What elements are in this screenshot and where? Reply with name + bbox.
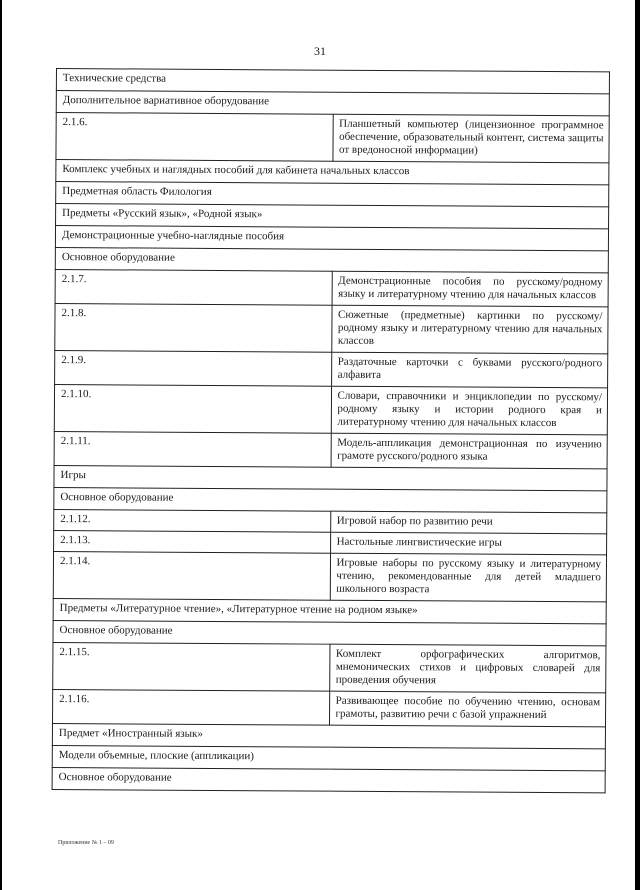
item-description: Планшетный компьютер (лицензионное программное обеспечение, образовательный контент, система защиты от вредоносной информации): [332, 114, 609, 163]
item-row: [55, 269, 608, 306]
equipment-table-container: [52, 68, 610, 793]
item-description: Словари, справочники и энциклопедии по русскому/родному языку и истории родного края и литературному чтению для начальных классов: [331, 386, 608, 435]
item-row: [52, 689, 605, 726]
item-row: [54, 431, 607, 468]
item-number: 2.1.6.: [56, 113, 333, 162]
item-number: 2.1.15.: [53, 642, 330, 691]
item-description: Игровой набор по развитию речи: [330, 511, 607, 534]
item-number: 2.1.9.: [55, 350, 332, 386]
item-row: [53, 642, 606, 692]
section-heading: Технические средства: [56, 69, 609, 94]
item-number: 2.1.11.: [54, 431, 331, 467]
item-description: Настольные лингвистические игры: [330, 532, 607, 555]
item-number: 2.1.16.: [52, 689, 329, 725]
scan-border-left: [0, 0, 2, 890]
item-number: 2.1.12.: [54, 509, 331, 532]
item-row: [56, 113, 609, 163]
item-number: 2.1.14.: [53, 551, 330, 600]
item-description: Сюжетные (предметные) картинки по русскому/родному языку и литературному чтению для начальных классов: [331, 305, 608, 354]
item-number: 2.1.10.: [54, 384, 331, 433]
section-heading: Предмет «Иностранный язык»: [52, 723, 605, 748]
section-heading: Основное оборудование: [53, 620, 606, 645]
section-heading: Предметы «Русский язык», «Родной язык»: [56, 204, 609, 229]
item-description: Развивающее пособие по обучению чтению, основам грамоты, развитию речи с базой упражнений: [329, 691, 606, 727]
page-number: 31: [314, 44, 326, 58]
section-heading: Демонстрационные учебно-наглядные пособия: [55, 226, 608, 251]
section-heading: Основное оборудование: [52, 767, 605, 792]
item-description: Модель-аппликация демонстрационная по изучению грамоте русского/родного языка: [331, 433, 608, 469]
section-heading: Модели объемные, плоские (аппликации): [52, 745, 605, 770]
item-number: 2.1.13.: [54, 530, 331, 553]
item-row: [53, 551, 606, 601]
section-heading: Основное оборудование: [55, 247, 608, 272]
footer-note: Приложение № 1 – 09: [58, 840, 114, 846]
equipment-table-body: [52, 69, 609, 793]
item-row: [55, 303, 608, 353]
item-row: [55, 350, 608, 387]
section-heading: Дополнительное вариативное оборудование: [56, 91, 609, 116]
item-number: 2.1.7.: [55, 269, 332, 305]
item-description: Демонстрационные пособия по русскому/родному языку и литературному чтению для начальных классов: [332, 271, 609, 307]
scan-border-right: [635, 0, 640, 890]
section-row: [52, 767, 605, 792]
section-heading: Комплекс учебных и наглядных пособий для кабинета начальных классов: [56, 160, 609, 185]
section-heading: Игры: [54, 465, 607, 490]
section-heading: Предметная область Филология: [56, 182, 609, 207]
section-heading: Предметы «Литературное чтение», «Литературное чтение на родном языке»: [53, 598, 606, 623]
item-description: Комплект орфографических алгоритмов, мнемонических стихов и цифровых словарей для проведения обучения: [329, 644, 606, 693]
item-description: Раздаточные карточки с буквами русского/родного алфавита: [331, 352, 608, 388]
equipment-table: [52, 68, 610, 793]
item-description: Игровые наборы по русскому языку и литературному чтению, рекомендованные для детей младшего школьного возраста: [330, 553, 607, 602]
item-row: [54, 384, 607, 434]
item-number: 2.1.8.: [55, 303, 332, 352]
section-heading: Основное оборудование: [54, 487, 607, 512]
